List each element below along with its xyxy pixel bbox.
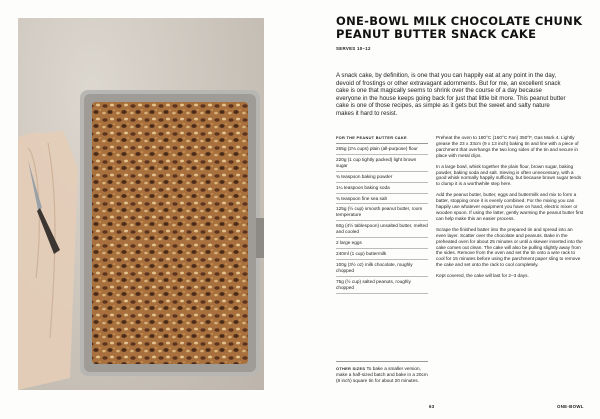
section-name: ONE-BOWL: [557, 404, 584, 409]
ingredient-item: 265g (2⅛ cups) plain (all-purpose) flour: [336, 144, 428, 155]
ingredient-item: 1¼ teaspoon baking soda: [336, 183, 428, 194]
ingredient-item: 100g (3½ oz) milk chocolate, roughly chopped: [336, 260, 428, 277]
ingredient-item: ¾ teaspoon fine sea salt: [336, 194, 428, 205]
recipe-page: [336, 0, 586, 419]
tip-divider: [336, 361, 428, 362]
method-step: In a large bowl, whisk together the plain flour, brown sugar, baking powder, baking soda and salt. Sieving is often unnecessary, with a good whisk normally happily sufficing, but because brown sugar tends to clump it is a worthwhile step here.: [436, 163, 582, 187]
recipe-intro: A snack cake, by definition, is one that you can happily eat at any point in the day, devoid of frostings or other extravagant adornments. But for me, an excellent snack cake is one that magically seems to shrink over the course of a day because everyone in the house keeps going back for just that little bit more. This peanut butter cake is one of those recipes, as simple as it gets but the sweet and salty nature makes it hard to resist.: [336, 72, 566, 117]
ingredient-item: 75g (½ cup) salted peanuts, roughly chopped: [336, 277, 428, 294]
ingredient-item: 125g (½ cup) smooth peanut butter, room temperature: [336, 204, 428, 221]
method-steps: [436, 135, 584, 284]
page-number: 63: [429, 404, 435, 409]
serves-label: SERVES 10–12: [336, 46, 371, 51]
method-step: Kept covered, the cake will last for 2–3 days.: [436, 273, 529, 279]
ingredient-item: ¾ teaspoon baking powder: [336, 172, 428, 183]
cake-photo: [18, 18, 264, 390]
other-sizes-tip: [336, 366, 432, 384]
tip-label: OTHER SIZES: [336, 366, 366, 371]
ingredients-list: [336, 135, 428, 294]
ingredient-item: 60g (4½ tablespoon) unsalted butter, melted and cooled: [336, 221, 428, 238]
ingredients-heading: FOR THE PEANUT BUTTER CAKE: [336, 135, 428, 144]
ingredient-item: 2 large eggs: [336, 238, 428, 249]
tip-text: To bake a smaller version, make a half-sized batch and bake in a 20cm (8 inch) square tin for about 20 minutes.: [336, 366, 428, 383]
method-step: Scrape the finished batter into the prepared tin and spread into an even layer. Scatter over the chocolate and peanuts. Bake in the preheated oven for about 25 minutes or until a skewer inserted into the cake comes out clean. The cake will also be pulling slightly away from the sides. Remove from the oven and set the tin onto a wire rack to cool for 15 minutes before using the parchment paper sling to remove the cake and set onto the rack to cool completely.: [436, 226, 583, 268]
method-step: Preheat the oven to 180°C (160°C Fan) 350°F, Gas Mark 4. Lightly grease the 23 x 33cm (9 x 13 inch) baking tin and line with a piece of parchment that overhangs the two long sides of the tin and secure in place with metal clips.: [436, 135, 579, 158]
ingredient-item: 240ml (1 cup) buttermilk: [336, 249, 428, 260]
recipe-title: ONE-BOWL MILK CHOCOLATE CHUNK PEANUT BUTTER SNACK CAKE: [336, 14, 583, 41]
method-step: Add the peanut butter, butter, eggs and buttermilk and mix to form a batter, stopping once it is evenly combined. For the mixing you can happily use whatever equipment you have on hand, electric mixer or wooden spoon. If using the latter, gently warming the peanut butter first can help make this an easier process.: [436, 192, 584, 221]
ingredient-item: 220g (1 cup tightly packed) light brown sugar: [336, 155, 428, 172]
cake-illustration: [18, 18, 264, 390]
